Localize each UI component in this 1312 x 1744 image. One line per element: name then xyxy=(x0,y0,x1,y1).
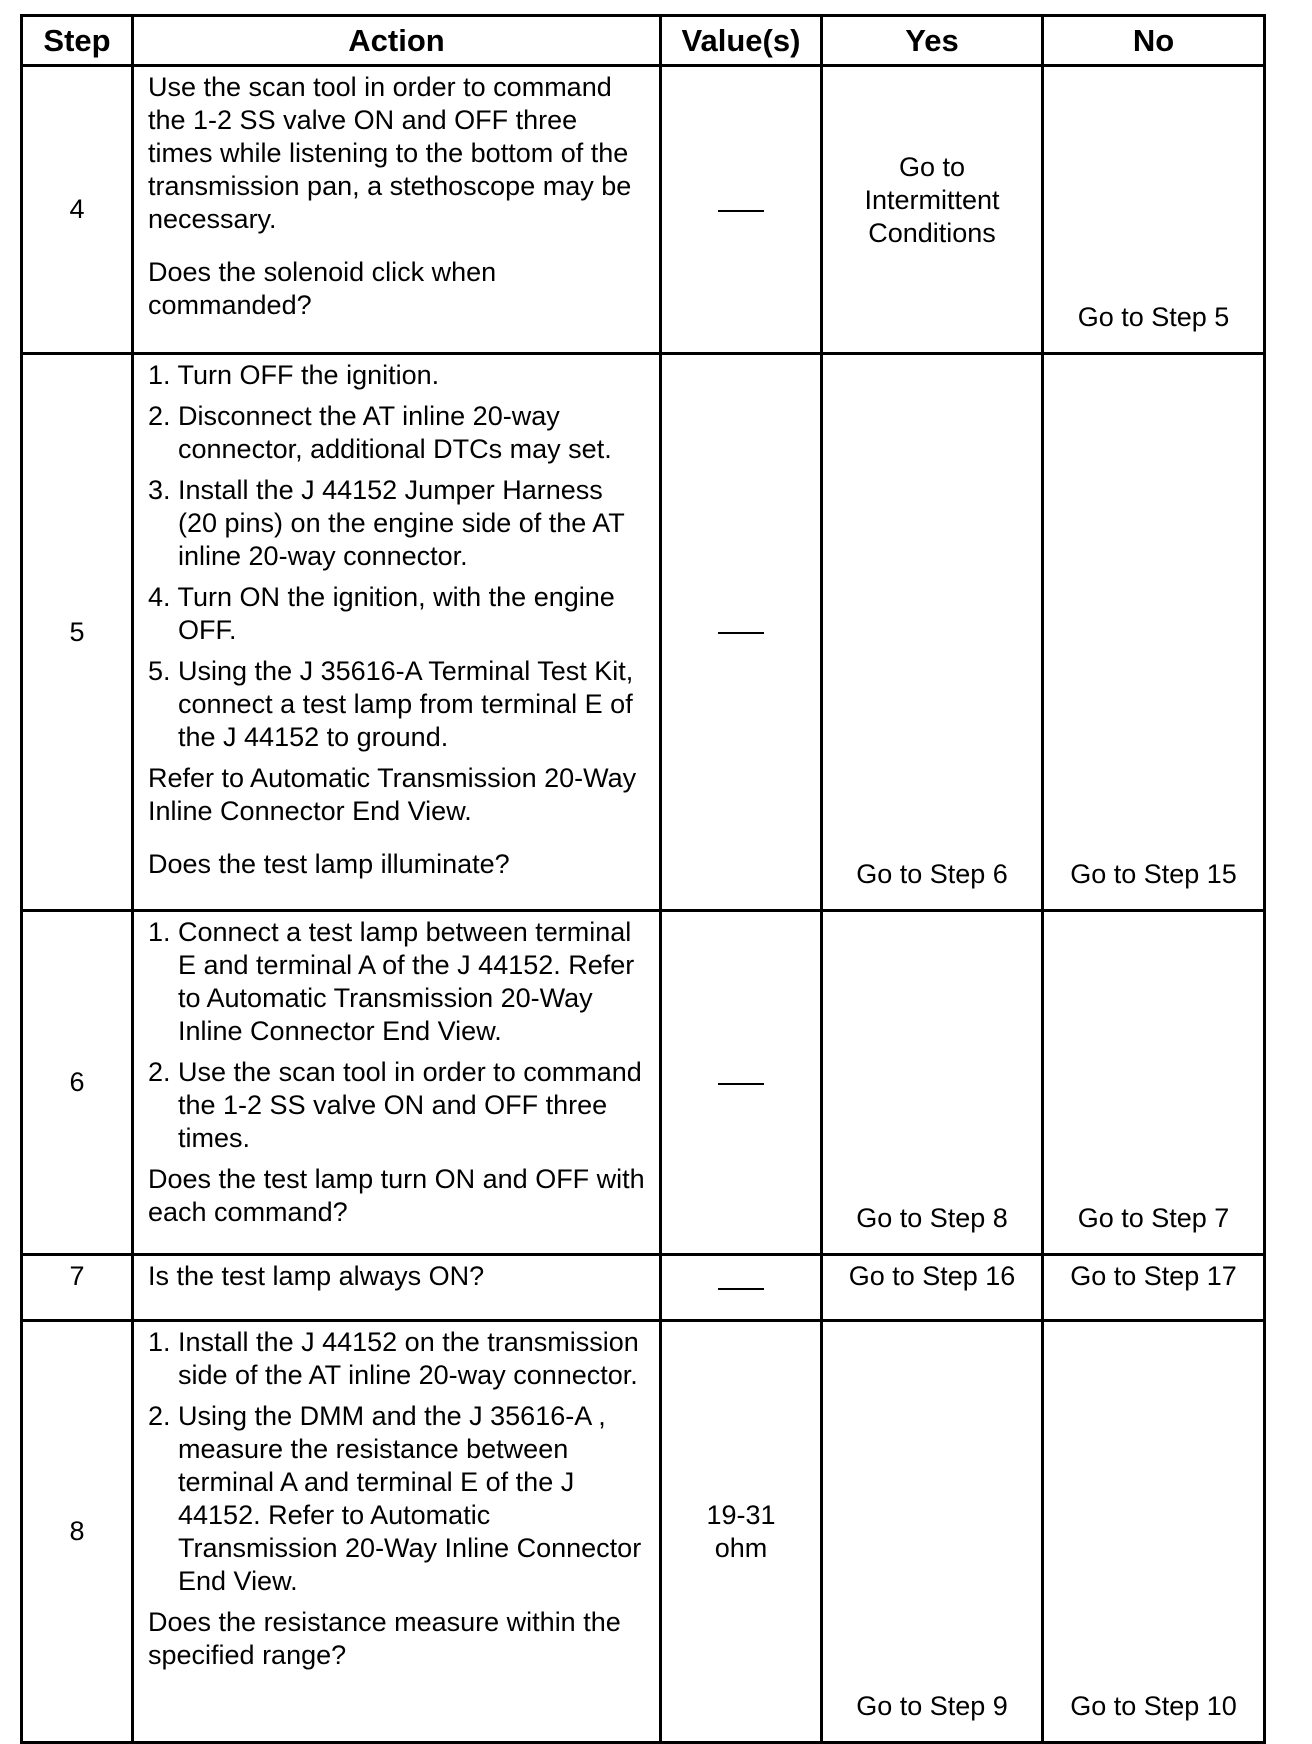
action-question: Does the solenoid click when commanded? xyxy=(148,257,497,320)
value-cell xyxy=(661,911,822,1255)
action-note: Refer to Automatic Transmission 20-Way Inline Connector End View. xyxy=(148,763,637,826)
list-item: 2. Disconnect the AT inline 20-way connector, additional DTCs may set. xyxy=(148,401,612,464)
list-item: 3. Install the J 44152 Jumper Harness (20 pins) on the engine side of the AT inline 20-way connector. xyxy=(148,475,625,571)
value-range: 19-31 ohm xyxy=(706,1499,776,1563)
dash-mark xyxy=(718,1288,764,1290)
header-step: Step xyxy=(22,16,133,66)
list-item: 1. Turn OFF the ignition. xyxy=(148,360,440,390)
step-number: 8 xyxy=(22,1321,133,1743)
yes-cell: Go to Step 8 xyxy=(822,911,1043,1255)
action-question: Does the test lamp illuminate? xyxy=(148,849,510,879)
action-cell xyxy=(133,1321,661,1743)
action-text: Use the scan tool in order to command the 1-2 SS valve ON and OFF three times while listening to the bottom of the transmission pan, a stethoscope may be necessary. xyxy=(148,72,632,234)
no-cell: Go to Step 5 xyxy=(1043,66,1265,354)
header-yes: Yes xyxy=(822,16,1043,66)
yes-cell xyxy=(822,66,1043,354)
yes-cell: Go to Step 16 xyxy=(822,1255,1043,1321)
no-cell: Go to Step 7 xyxy=(1043,911,1265,1255)
list-item: 4. Turn ON the ignition, with the engine OFF. xyxy=(148,582,615,645)
dash-mark xyxy=(718,1083,764,1085)
step-number: 4 xyxy=(22,66,133,354)
table-row xyxy=(22,911,1265,1255)
action-cell xyxy=(133,1255,661,1321)
dash-mark xyxy=(718,210,764,212)
header-row xyxy=(22,16,1265,66)
action-question: Does the test lamp turn ON and OFF with each command? xyxy=(148,1164,645,1227)
no-cell: Go to Step 15 xyxy=(1043,354,1265,911)
yes-text: Go to Intermittent Conditions xyxy=(864,152,1000,248)
step-number: 5 xyxy=(22,354,133,911)
list-item: 2. Using the DMM and the J 35616-A , measure the resistance between terminal A and terminal E of the J 44152. Refer to Automatic Transmission 20-Way Inline Connector End View. xyxy=(148,1401,642,1596)
no-cell: Go to Step 17 xyxy=(1043,1255,1265,1321)
action-cell xyxy=(133,66,661,354)
value-cell xyxy=(661,1255,822,1321)
table-row xyxy=(22,66,1265,354)
list-item: 5. Using the J 35616-A Terminal Test Kit, connect a test lamp from terminal E of the J 44152 to ground. xyxy=(148,656,634,752)
action-cell xyxy=(133,354,661,911)
value-cell xyxy=(661,1321,822,1743)
step-number: 6 xyxy=(22,911,133,1255)
table-row xyxy=(22,354,1265,911)
list-item: 1. Connect a test lamp between terminal E and terminal A of the J 44152. Refer to Automatic Transmission 20-Way Inline Connector End View. xyxy=(148,917,635,1046)
header-values: Value(s) xyxy=(661,16,822,66)
table-row xyxy=(22,1321,1265,1743)
value-cell xyxy=(661,354,822,911)
header-action: Action xyxy=(133,16,661,66)
step-number: 7 xyxy=(22,1255,133,1321)
diagnostic-table xyxy=(20,14,1266,1744)
action-question: Is the test lamp always ON? xyxy=(148,1261,485,1291)
yes-cell: Go to Step 6 xyxy=(822,354,1043,911)
value-cell xyxy=(661,66,822,354)
header-no: No xyxy=(1043,16,1265,66)
list-item: 2. Use the scan tool in order to command the 1-2 SS valve ON and OFF three times. xyxy=(148,1057,642,1153)
table-row xyxy=(22,1255,1265,1321)
no-cell: Go to Step 10 xyxy=(1043,1321,1265,1743)
action-question: Does the resistance measure within the specified range? xyxy=(148,1607,621,1670)
list-item: 1. Install the J 44152 on the transmission side of the AT inline 20-way connector. xyxy=(148,1327,639,1390)
action-cell xyxy=(133,911,661,1255)
dash-mark xyxy=(718,632,764,634)
yes-cell: Go to Step 9 xyxy=(822,1321,1043,1743)
